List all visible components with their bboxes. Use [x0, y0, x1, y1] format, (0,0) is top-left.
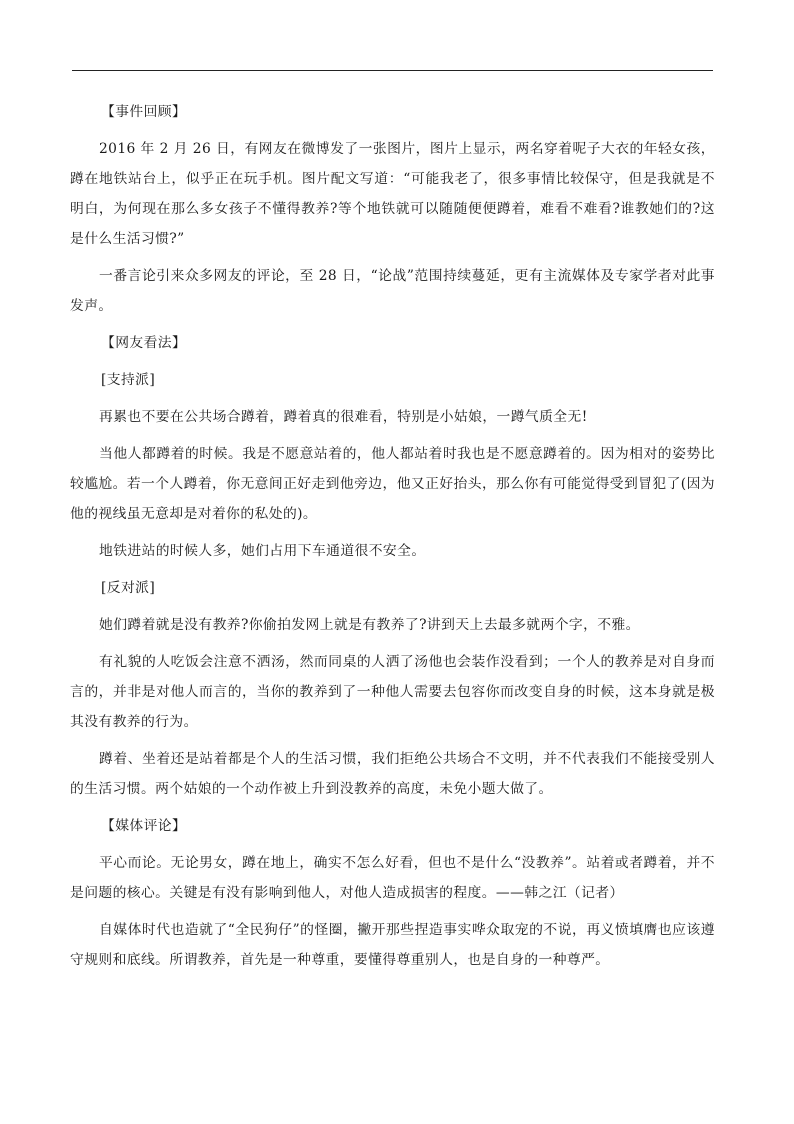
- section-heading-event-review: 【事件回顾】: [101, 104, 187, 120]
- paragraph-oppose-1: 她们蹲着就是没有教养?你偷拍发网上就是有教养了?讲到天上去最多就两个字，不雅。: [99, 617, 640, 633]
- paragraph-oppose-3: 蹲着、坐着还是站着都是个人的生活习惯，我们拒绝公共场合不文明，并不代表我们不能接受别人的生活习惯。两个姑娘的一个动作被上升到没教养的高度，未免小题大做了。: [70, 751, 715, 797]
- subheading-supporters: [支持派]: [101, 372, 156, 388]
- section-heading-netizen-views: 【网友看法】: [101, 335, 187, 351]
- paragraph-event-description: 2016 年 2 月 26 日，有网友在微博发了一张图片，图片上显示，两名穿着呢子大衣的年轻女孩，蹲在地铁站台上，似乎正在玩手机。图片配文写道：“可能我老了，很多事情比较保守，但是我就是不明白，为何现在那么多女孩子不懂得教养?等个地铁就可以随随便便蹲着，难看不难看?谁教她们的?这是什么生活习惯?”: [70, 141, 715, 247]
- paragraph-support-1: 再累也不要在公共场合蹲着，蹲着真的很难看，特别是小姑娘，一蹲气质全无!: [99, 409, 588, 425]
- subheading-opponents: [反对派]: [101, 580, 156, 596]
- section-heading-media-comments: 【媒体评论】: [101, 818, 187, 834]
- paragraph-event-followup: 一番言论引来众多网友的评论，至 28 日，“论战”范围持续蔓延，更有主流媒体及专家学者对此事发声。: [70, 268, 715, 314]
- paragraph-support-2: 当他人都蹲着的时候。我是不愿意站着的，他人都站着时我也是不愿意蹲着的。因为相对的姿势比较尴尬。若一个人蹲着，你无意间正好走到他旁边，他又正好抬头，那么你有可能觉得受到冒犯了(因为他的视线虽无意却是对着你的私处的)。: [70, 446, 715, 522]
- paragraph-media-1: 平心而论。无论男女，蹲在地上，确实不怎么好看，但也不是什么“没教养”。站着或者蹲着，并不是问题的核心。关键是有没有影响到他人，对他人造成损害的程度。——韩之江（记者）: [70, 855, 715, 901]
- paragraph-media-2: 自媒体时代也造就了“全民狗仔”的怪圈，撇开那些捏造事实哗众取宠的不说，再义愤填膺也应该遵守规则和底线。所谓教养，首先是一种尊重，要懂得尊重别人，也是自身的一种尊严。: [70, 922, 715, 968]
- paragraph-support-3: 地铁进站的时候人多，她们占用下车通道很不安全。: [99, 543, 426, 559]
- paragraph-oppose-2: 有礼貌的人吃饭会注意不洒汤，然而同桌的人洒了汤他也会装作没看到；一个人的教养是对自身而言的，并非是对他人而言的，当你的教养到了一种他人需要去包容你而改变自身的时候，这本身就是极其没有教养的行为。: [70, 654, 715, 730]
- document-body: [70, 97, 715, 982]
- header-rule: [72, 70, 713, 71]
